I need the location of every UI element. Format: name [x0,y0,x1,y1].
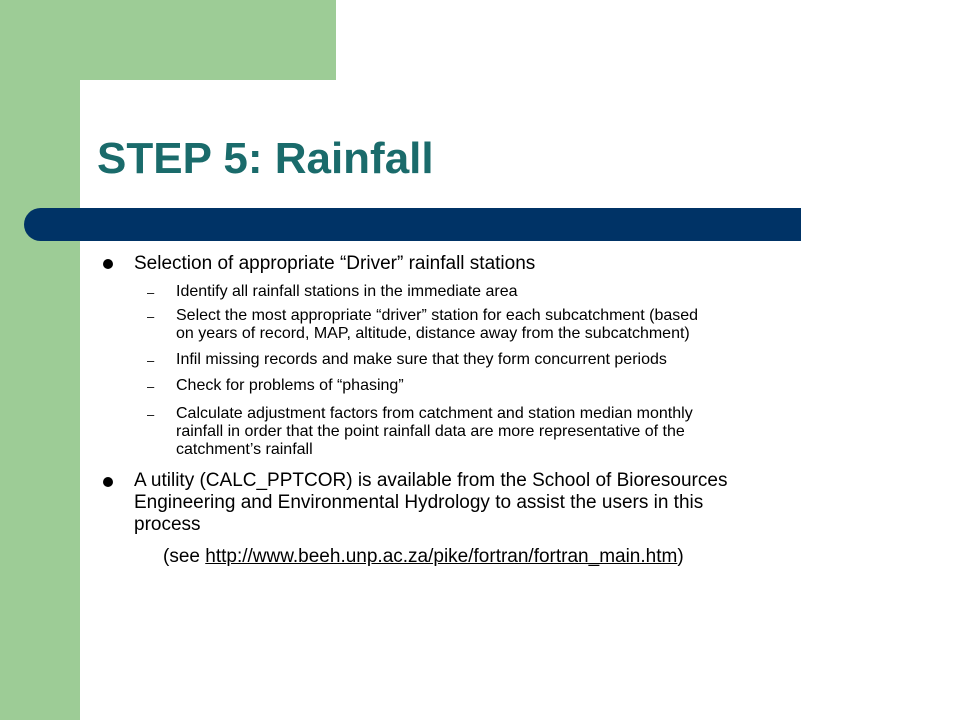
sub-bullet-text-continued: catchment’s rainfall [176,441,313,458]
reference-link[interactable]: http://www.beeh.unp.ac.za/pike/fortran/fortran_main.htm [205,546,678,567]
sub-bullet-text: Calculate adjustment factors from catchment and station median monthly [176,405,693,422]
dash-icon: – [147,309,155,324]
dash-icon: – [147,353,155,368]
sub-bullet-text-continued: on years of record, MAP, altitude, distance away from the subcatchment) [176,325,690,342]
bullet-text-continued: Engineering and Environmental Hydrology to assist the users in this [134,492,704,513]
slide-title: STEP 5: Rainfall [97,134,434,183]
reference-line [163,545,684,569]
bullet-text: Selection of appropriate “Driver” rainfall stations [134,253,536,274]
sub-bullet-text: Infil missing records and make sure that they form concurrent periods [176,351,667,368]
dash-icon: – [147,379,155,394]
reference-suffix: ) [677,546,684,567]
bullet-dot-icon [103,477,113,487]
bullet-dot-icon [103,259,113,269]
dash-icon: – [147,407,155,422]
sub-bullet-text: Check for problems of “phasing” [176,377,404,394]
sub-bullet-text-continued: rainfall in order that the point rainfall data are more representative of the [176,423,685,440]
dash-icon: – [147,285,155,300]
bullet-text: A utility (CALC_PPTCOR) is available from the School of Bioresources [134,470,728,491]
sub-bullet-text: Identify all rainfall stations in the immediate area [176,283,518,300]
sub-bullet-text: Select the most appropriate “driver” station for each subcatchment (based [176,307,699,324]
bullet-text-continued: process [134,514,201,535]
reference-prefix: (see [163,546,206,567]
